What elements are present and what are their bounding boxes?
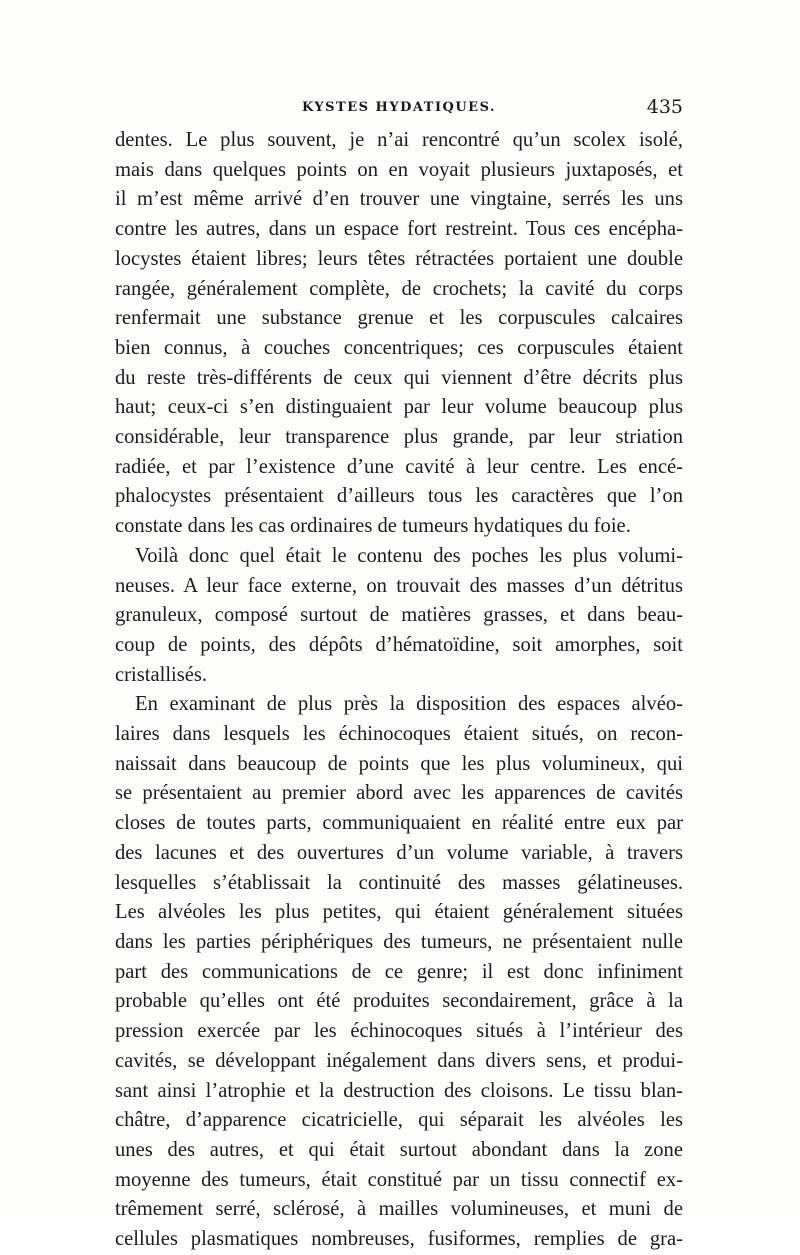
text-line: châtre, d’apparence cicatricielle, qui séparait les alvéoles les bbox=[115, 1109, 683, 1132]
text-line: renfermait une substance grenue et les corpuscules calcaires bbox=[115, 307, 683, 330]
paragraph-2 bbox=[115, 542, 683, 691]
page-header bbox=[115, 96, 683, 124]
text-line: rangée, généralement complète, de crochets; la cavité du corps bbox=[115, 277, 683, 300]
text-line: laires dans lesquels les échinocoques étaient situés, on recon- bbox=[115, 723, 683, 746]
text-line: probable qu’elles ont été produites secondairement, grâce à la bbox=[115, 990, 683, 1013]
text-line: cellules plasmatiques nombreuses, fusiformes, remplies de gra- bbox=[115, 1228, 683, 1251]
text-line: sant ainsi l’atrophie et la destruction des cloisons. Le tissu blan- bbox=[115, 1079, 683, 1102]
text-line: part des communications de ce genre; il est donc infiniment bbox=[115, 960, 683, 983]
text-line: cristallisés. bbox=[115, 663, 208, 686]
text-line: pression exercée par les échinocoques situés à l’intérieur des bbox=[115, 1020, 683, 1043]
text-line: haut; ceux-ci s’en distinguaient par leur volume beaucoup plus bbox=[115, 396, 683, 419]
paragraph-3 bbox=[115, 690, 683, 1254]
paragraph-1 bbox=[115, 126, 683, 542]
page-number: 435 bbox=[646, 96, 683, 118]
text-line: dans les parties périphériques des tumeurs, ne présentaient nulle bbox=[115, 930, 683, 953]
text-line: constate dans les cas ordinaires de tumeurs hydatiques du foie. bbox=[115, 515, 631, 538]
text-line: bien connus, à couches concentriques; ces corpuscules étaient bbox=[115, 336, 683, 359]
text-line: coup de points, des dépôts d’hématoïdine, soit amorphes, soit bbox=[115, 633, 683, 656]
text-line: lesquelles s’établissait la continuité des masses gélatineuses. bbox=[115, 871, 683, 894]
text-line: closes de toutes parts, communiquaient en réalité entre eux par bbox=[115, 812, 683, 835]
text-line: trêmement serré, sclérosé, à mailles volumineuses, et muni de bbox=[115, 1198, 683, 1221]
text-line: naissait dans beaucoup de points que les plus volumineux, qui bbox=[115, 752, 683, 775]
text-line: phalocystes présentaient d’ailleurs tous les caractères que l’on bbox=[115, 485, 683, 508]
text-line: il m’est même arrivé d’en trouver une vingtaine, serrés les uns bbox=[115, 188, 683, 211]
text-line: neuses. A leur face externe, on trouvait des masses d’un détritus bbox=[115, 574, 683, 597]
text-line: unes des autres, et qui était surtout abondant dans la zone bbox=[115, 1138, 683, 1161]
text-line: des lacunes et des ouvertures d’un volume variable, à travers bbox=[115, 841, 683, 864]
text-line: radiée, et par l’existence d’une cavité à leur centre. Les encé- bbox=[115, 455, 683, 478]
text-line: Les alvéoles les plus petites, qui étaient généralement situées bbox=[115, 901, 683, 924]
body-text bbox=[115, 126, 683, 1255]
text-line: du reste très-différents de ceux qui viennent d’être décrits plus bbox=[115, 366, 683, 389]
text-line: dentes. Le plus souvent, je n’ai rencontré qu’un scolex isolé, bbox=[115, 129, 683, 151]
text-line: moyenne des tumeurs, était constitué par un tissu connectif ex- bbox=[115, 1168, 683, 1191]
text-line: Voilà donc quel était le contenu des poches les plus volumi- bbox=[135, 544, 683, 567]
running-title: KYSTES HYDATIQUES. bbox=[301, 100, 497, 115]
text-line: cavités, se développant inégalement dans divers sens, et produi- bbox=[115, 1049, 683, 1072]
text-line: considérable, leur transparence plus grande, par leur striation bbox=[115, 426, 683, 449]
text-line: En examinant de plus près la disposition des espaces alvéo- bbox=[135, 693, 683, 716]
text-line: locystes étaient libres; leurs têtes rétractées portaient une double bbox=[115, 247, 683, 270]
text-line: contre les autres, dans un espace fort restreint. Tous ces encépha- bbox=[115, 218, 683, 241]
text-line: se présentaient au premier abord avec les apparences de cavités bbox=[115, 782, 683, 805]
text-line: mais dans quelques points on en voyait plusieurs juxtaposés, et bbox=[115, 158, 683, 181]
text-line: granuleux, composé surtout de matières grasses, et dans beau- bbox=[115, 604, 683, 627]
